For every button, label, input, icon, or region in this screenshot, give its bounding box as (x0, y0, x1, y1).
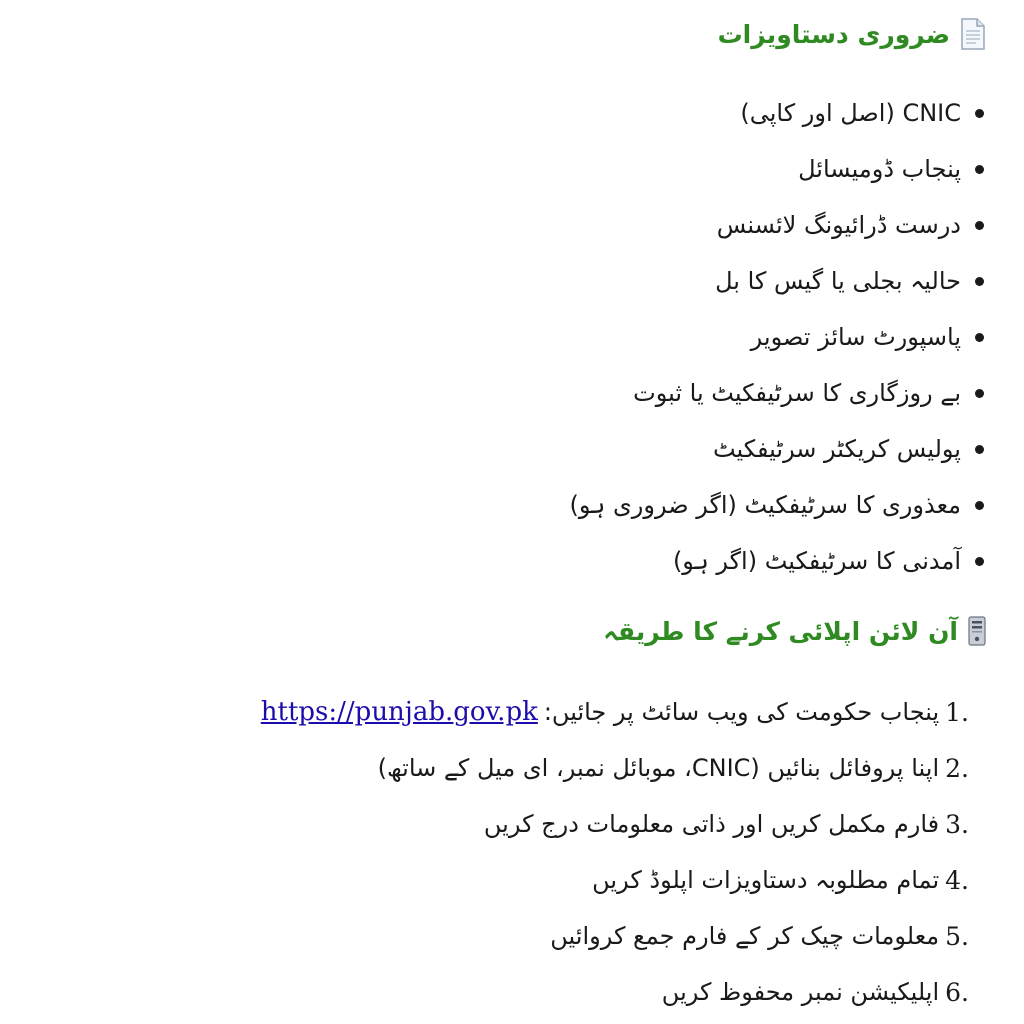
bullet-icon (975, 165, 984, 174)
step-text: فارم مکمل کریں اور ذاتی معلومات درج کریں (483, 810, 940, 838)
step-text: معلومات چیک کر کے فارم جمع کروائیں (550, 922, 940, 950)
apply-heading-text: آن لائن اپلائی کرنے کا طریقہ (603, 616, 958, 646)
list-item (570, 477, 984, 533)
step-item (261, 908, 969, 964)
bullet-icon (975, 333, 984, 342)
list-item (570, 141, 984, 197)
bullet-icon (975, 277, 984, 286)
documents-list (570, 85, 984, 589)
list-item (570, 365, 984, 421)
bullet-icon (975, 389, 984, 398)
bullet-icon (975, 445, 984, 454)
list-item-text: حالیہ بجلی یا گیس کا بل (715, 267, 961, 295)
list-item (570, 197, 984, 253)
step-number: 5. (945, 921, 969, 951)
step-number: 2. (945, 753, 969, 783)
apply-steps-list (261, 684, 969, 1020)
list-item (570, 421, 984, 477)
list-item (570, 533, 984, 589)
step-item (261, 796, 969, 852)
step-number: 3. (945, 809, 969, 839)
punjab-gov-link[interactable]: https://punjab.gov.pk (260, 697, 538, 727)
list-item-text: CNIC (اصل اور کاپی) (740, 99, 961, 127)
step-number: 6. (945, 977, 969, 1007)
list-item (570, 253, 984, 309)
list-item-text: معذوری کا سرٹیفکیٹ (اگر ضروری ہو) (569, 491, 961, 519)
step-text: تمام مطلوبہ دستاویزات اپلوڈ کریں (592, 866, 940, 894)
step-item (261, 964, 969, 1020)
bullet-icon (975, 557, 984, 566)
bullet-icon (975, 501, 984, 510)
list-item-text: بے روزگاری کا سرٹیفکیٹ یا ثبوت (633, 379, 961, 407)
document-icon (960, 18, 986, 50)
computer-icon (968, 616, 986, 646)
step-number: 1. (945, 697, 969, 727)
list-item-text: پاسپورٹ سائز تصویر (750, 323, 961, 351)
list-item-text: آمدنی کا سرٹیفکیٹ (اگر ہو) (672, 547, 961, 575)
step-number: 4. (945, 865, 969, 895)
list-item (570, 309, 984, 365)
step-text: اپنا پروفائل بنائیں (CNIC، موبائل نمبر، ای میل کے ساتھ) (377, 754, 940, 782)
list-item-text: پولیس کریکٹر سرٹیفکیٹ (712, 435, 961, 463)
documents-heading (718, 18, 986, 50)
documents-heading-text: ضروری دستاویزات (717, 19, 950, 49)
apply-heading (603, 616, 986, 646)
step-item (261, 852, 969, 908)
list-item-text: پنجاب ڈومیسائل (798, 155, 961, 183)
step-item (261, 684, 969, 740)
step-item (261, 740, 969, 796)
step-text: پنجاب حکومت کی ویب سائٹ پر جائیں: (543, 698, 940, 726)
bullet-icon (975, 109, 984, 118)
list-item (570, 85, 984, 141)
list-item-text: درست ڈرائیونگ لائسنس (716, 211, 961, 239)
step-text: اپلیکیشن نمبر محفوظ کریں (661, 978, 940, 1006)
bullet-icon (975, 221, 984, 230)
